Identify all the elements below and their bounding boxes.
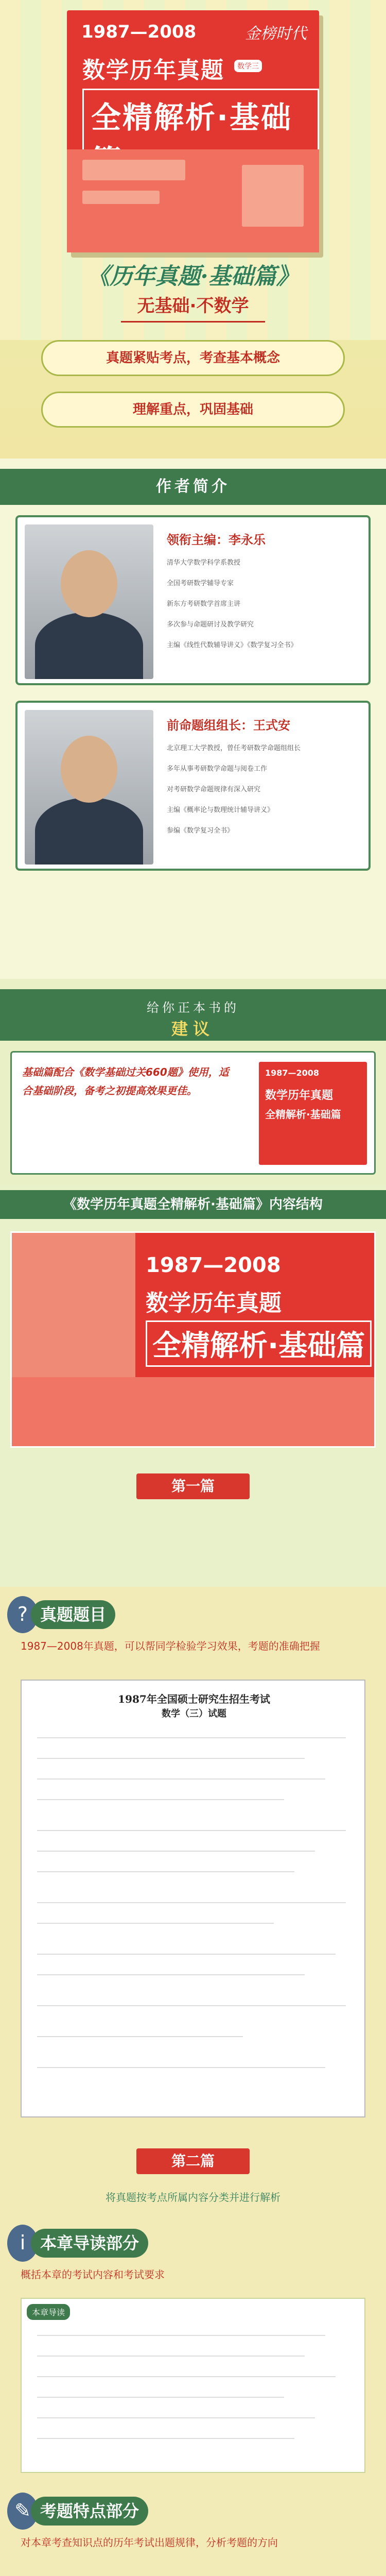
part-1-label: 第一篇 (136, 1473, 250, 1499)
author-card-1 (15, 515, 371, 685)
suggestion-band (0, 989, 386, 1041)
suggestion-section (0, 979, 386, 1185)
suggestion-heading: 建议 (171, 1019, 215, 1039)
author-1-line: 清华大学数学科学系教授 (167, 559, 241, 567)
book-title-line2: 全精解析·基础 (82, 89, 319, 184)
suggestion-heading-small: 给你正本书的 (147, 1001, 239, 1015)
structure-book-years: 1987—2008 (146, 1253, 281, 1277)
structure-book-subtitle: 全精解析·基础篇 (146, 1320, 372, 1367)
structure-section (0, 1185, 386, 1587)
author-photo-2 (25, 710, 153, 865)
part-2-note: 将真题按考点所属内容分类并进行解析 (106, 2191, 280, 2204)
author-card-2 (15, 701, 371, 871)
structure-book-title: 数学历年真题 (146, 1290, 282, 1316)
hero-slogan: 《历年真题·基础篇》 (87, 263, 299, 290)
book-years: 1987—2008 (81, 22, 197, 42)
section-chapter-intro (10, 2226, 376, 2262)
author-1-line: 新东方考研数学首席主讲 (167, 600, 241, 608)
author-2-line: 参编《数学复习全书》 (167, 827, 234, 835)
suggestion-box (10, 1051, 376, 1175)
author-photo-1 (25, 524, 153, 679)
book-cover (67, 10, 319, 252)
author-2-line: 对考研数学命题规律有深入研究 (167, 786, 261, 793)
section-heading: 真题题目 (31, 1600, 115, 1629)
author-2-line: 主编《概率论与数理统计辅导讲义》 (167, 806, 274, 814)
chart-icon: ✎ (7, 2493, 38, 2530)
mini-book-subtitle: 全精解析·基础篇 (265, 1108, 341, 1121)
info-icon: i (7, 2225, 38, 2262)
section-desc: 1987—2008年真题，可以帮同学检验学习效果，考题的准确把握 (21, 1640, 320, 1652)
structure-title: 《数学历年真题全精解析·基础篇》内容结构 (0, 1190, 386, 1219)
author-2-title: 前命题组组长：王式安 (167, 718, 290, 733)
authors-band: 作者简介 (0, 469, 386, 505)
section-heading: 本章导读部分 (31, 2229, 148, 2258)
feature-pill-1: 真题紧贴考点，考查基本概念 (41, 340, 345, 376)
paper-subtitle: 数学（三）试题 (162, 1708, 226, 1719)
paper-title: 1987年全国硕士研究生招生考试 (118, 1693, 270, 1705)
author-1-line: 多次参与命题研讨及教学研究 (167, 621, 254, 629)
hero-subtitle: 无基础·不数学 (121, 292, 265, 323)
question-icon: ? (7, 1596, 38, 1633)
author-1-line: 主编《线性代数辅导讲义》《数学复习全书》 (167, 641, 297, 649)
author-2-line: 多年从事考研数学命题与阅卷工作 (167, 765, 268, 773)
structure-book-image (10, 1231, 376, 1448)
suggestion-book-image (259, 1062, 367, 1165)
section-desc: 对本章考查知识点的历年考试出题规律，分析考题的方向 (21, 2536, 278, 2549)
author-1-line: 全国考研数学辅导专家 (167, 580, 234, 587)
subject-tag: 数学三 (234, 60, 262, 72)
mini-book-years: 1987—2008 (265, 1068, 320, 1078)
section-real-questions (10, 1597, 376, 1633)
author-2-line: 北京理工大学教授，曾任考研数学命题组组长 (167, 744, 301, 752)
author-1-title: 领衔主编：李永乐 (167, 533, 266, 547)
exam-paper-preview (21, 1680, 365, 2117)
content-section (0, 1587, 386, 2576)
feature-pill-2: 理解重点，巩固基础 (41, 392, 345, 428)
hero-section (0, 0, 386, 459)
section-exam-features (10, 2494, 376, 2530)
cover-lower-panel (67, 149, 319, 252)
section-heading: 考题特点部分 (31, 2497, 148, 2526)
part-2-label: 第二篇 (136, 2148, 250, 2174)
chapter-intro-tag: 本章导读 (27, 2304, 70, 2320)
book-title-line1: 数学历年真题 (82, 57, 224, 83)
mini-book-title: 数学历年真题 (265, 1089, 334, 1102)
chapter-intro-preview (21, 2298, 365, 2473)
section-desc: 概括本章的考试内容和考试要求 (21, 2268, 165, 2281)
authors-section (0, 459, 386, 979)
suggestion-text: 基础篇配合《数学基础过关660题》使用，适合基础阶段，备考之初提高效果更佳。 (22, 1066, 229, 1097)
brand-logo: 金榜时代 (245, 25, 307, 43)
